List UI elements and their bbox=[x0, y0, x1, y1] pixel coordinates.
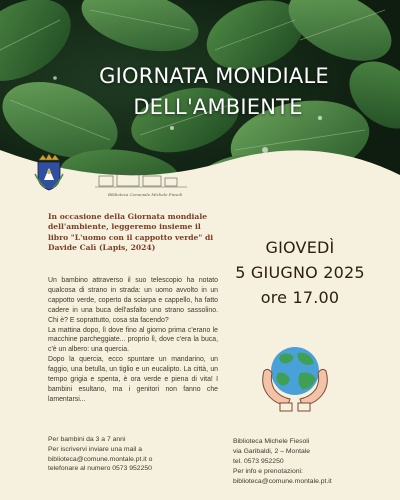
library-email: biblioteca@comune.montale.pt.it bbox=[233, 478, 332, 485]
event-title-line1: GIORNATA MONDIALE bbox=[99, 64, 329, 88]
event-title-line2: DELL'AMBIENTE bbox=[133, 95, 303, 119]
participation-info bbox=[48, 435, 218, 474]
municipal-crest-icon bbox=[33, 152, 65, 192]
age-range: Per bambini da 3 a 7 anni bbox=[48, 436, 126, 443]
booking-label: Per info e prenotazioni: bbox=[233, 468, 303, 475]
event-day: GIOVEDÌ bbox=[265, 238, 335, 257]
event-date: 5 GIUGNO 2025 bbox=[235, 263, 365, 282]
earth-in-hands-icon bbox=[250, 333, 340, 423]
signup-email: biblioteca@comune.montale.pt.it o bbox=[48, 455, 153, 463]
library-name: Biblioteca Michele Fiesoli bbox=[233, 438, 310, 445]
event-date-block bbox=[215, 235, 385, 310]
library-contact-info bbox=[233, 437, 393, 487]
story-paragraph: Un bambino attraverso il suo telescopio ha notato qualcosa di strano in strada: un uomo avvolto in un cappotto verde, coperto da sciarpa e cappello, ha fatto cadere in una buca dell'asfalto uno strano sassolino. Chi è? E soprattutto, cosa sta facendo? bbox=[48, 277, 218, 324]
event-time: ore 17.00 bbox=[260, 288, 340, 307]
signup-instructions: Per iscrivervi inviare una mail a bbox=[48, 445, 143, 453]
signup-phone: telefonare al numero 0573 952250 bbox=[48, 465, 152, 473]
library-phone: tel. 0573 952250 bbox=[233, 458, 284, 465]
library-address: via Garibaldi, 2 – Montale bbox=[233, 448, 311, 455]
library-logo-label: Biblioteca Comunale Michele Fiesoli bbox=[108, 192, 183, 197]
story-paragraph: La mattina dopo, lì dove fino al giorno prima c'erano le macchine parcheggiate... proprio lì, dove c'era la buca, c'è un albero: una quercia. bbox=[48, 326, 218, 354]
story-paragraph: Dopo la quercia, ecco spuntare un mandarino, un faggio, una betulla, un tiglio e un eucalipto. La città, un tempo grigia e spenta, è ora verde e piena di vita! I bambini esultano, ma i genitori non fanno che lamentarsi... bbox=[48, 356, 218, 403]
story-text bbox=[48, 276, 218, 405]
intro-paragraph: In occasione della Giornata mondiale dell'ambiente, leggeremo insieme il libro "L'uomo con il cappotto verde" di Davide Calì (Lapis, 2024) bbox=[48, 212, 214, 253]
